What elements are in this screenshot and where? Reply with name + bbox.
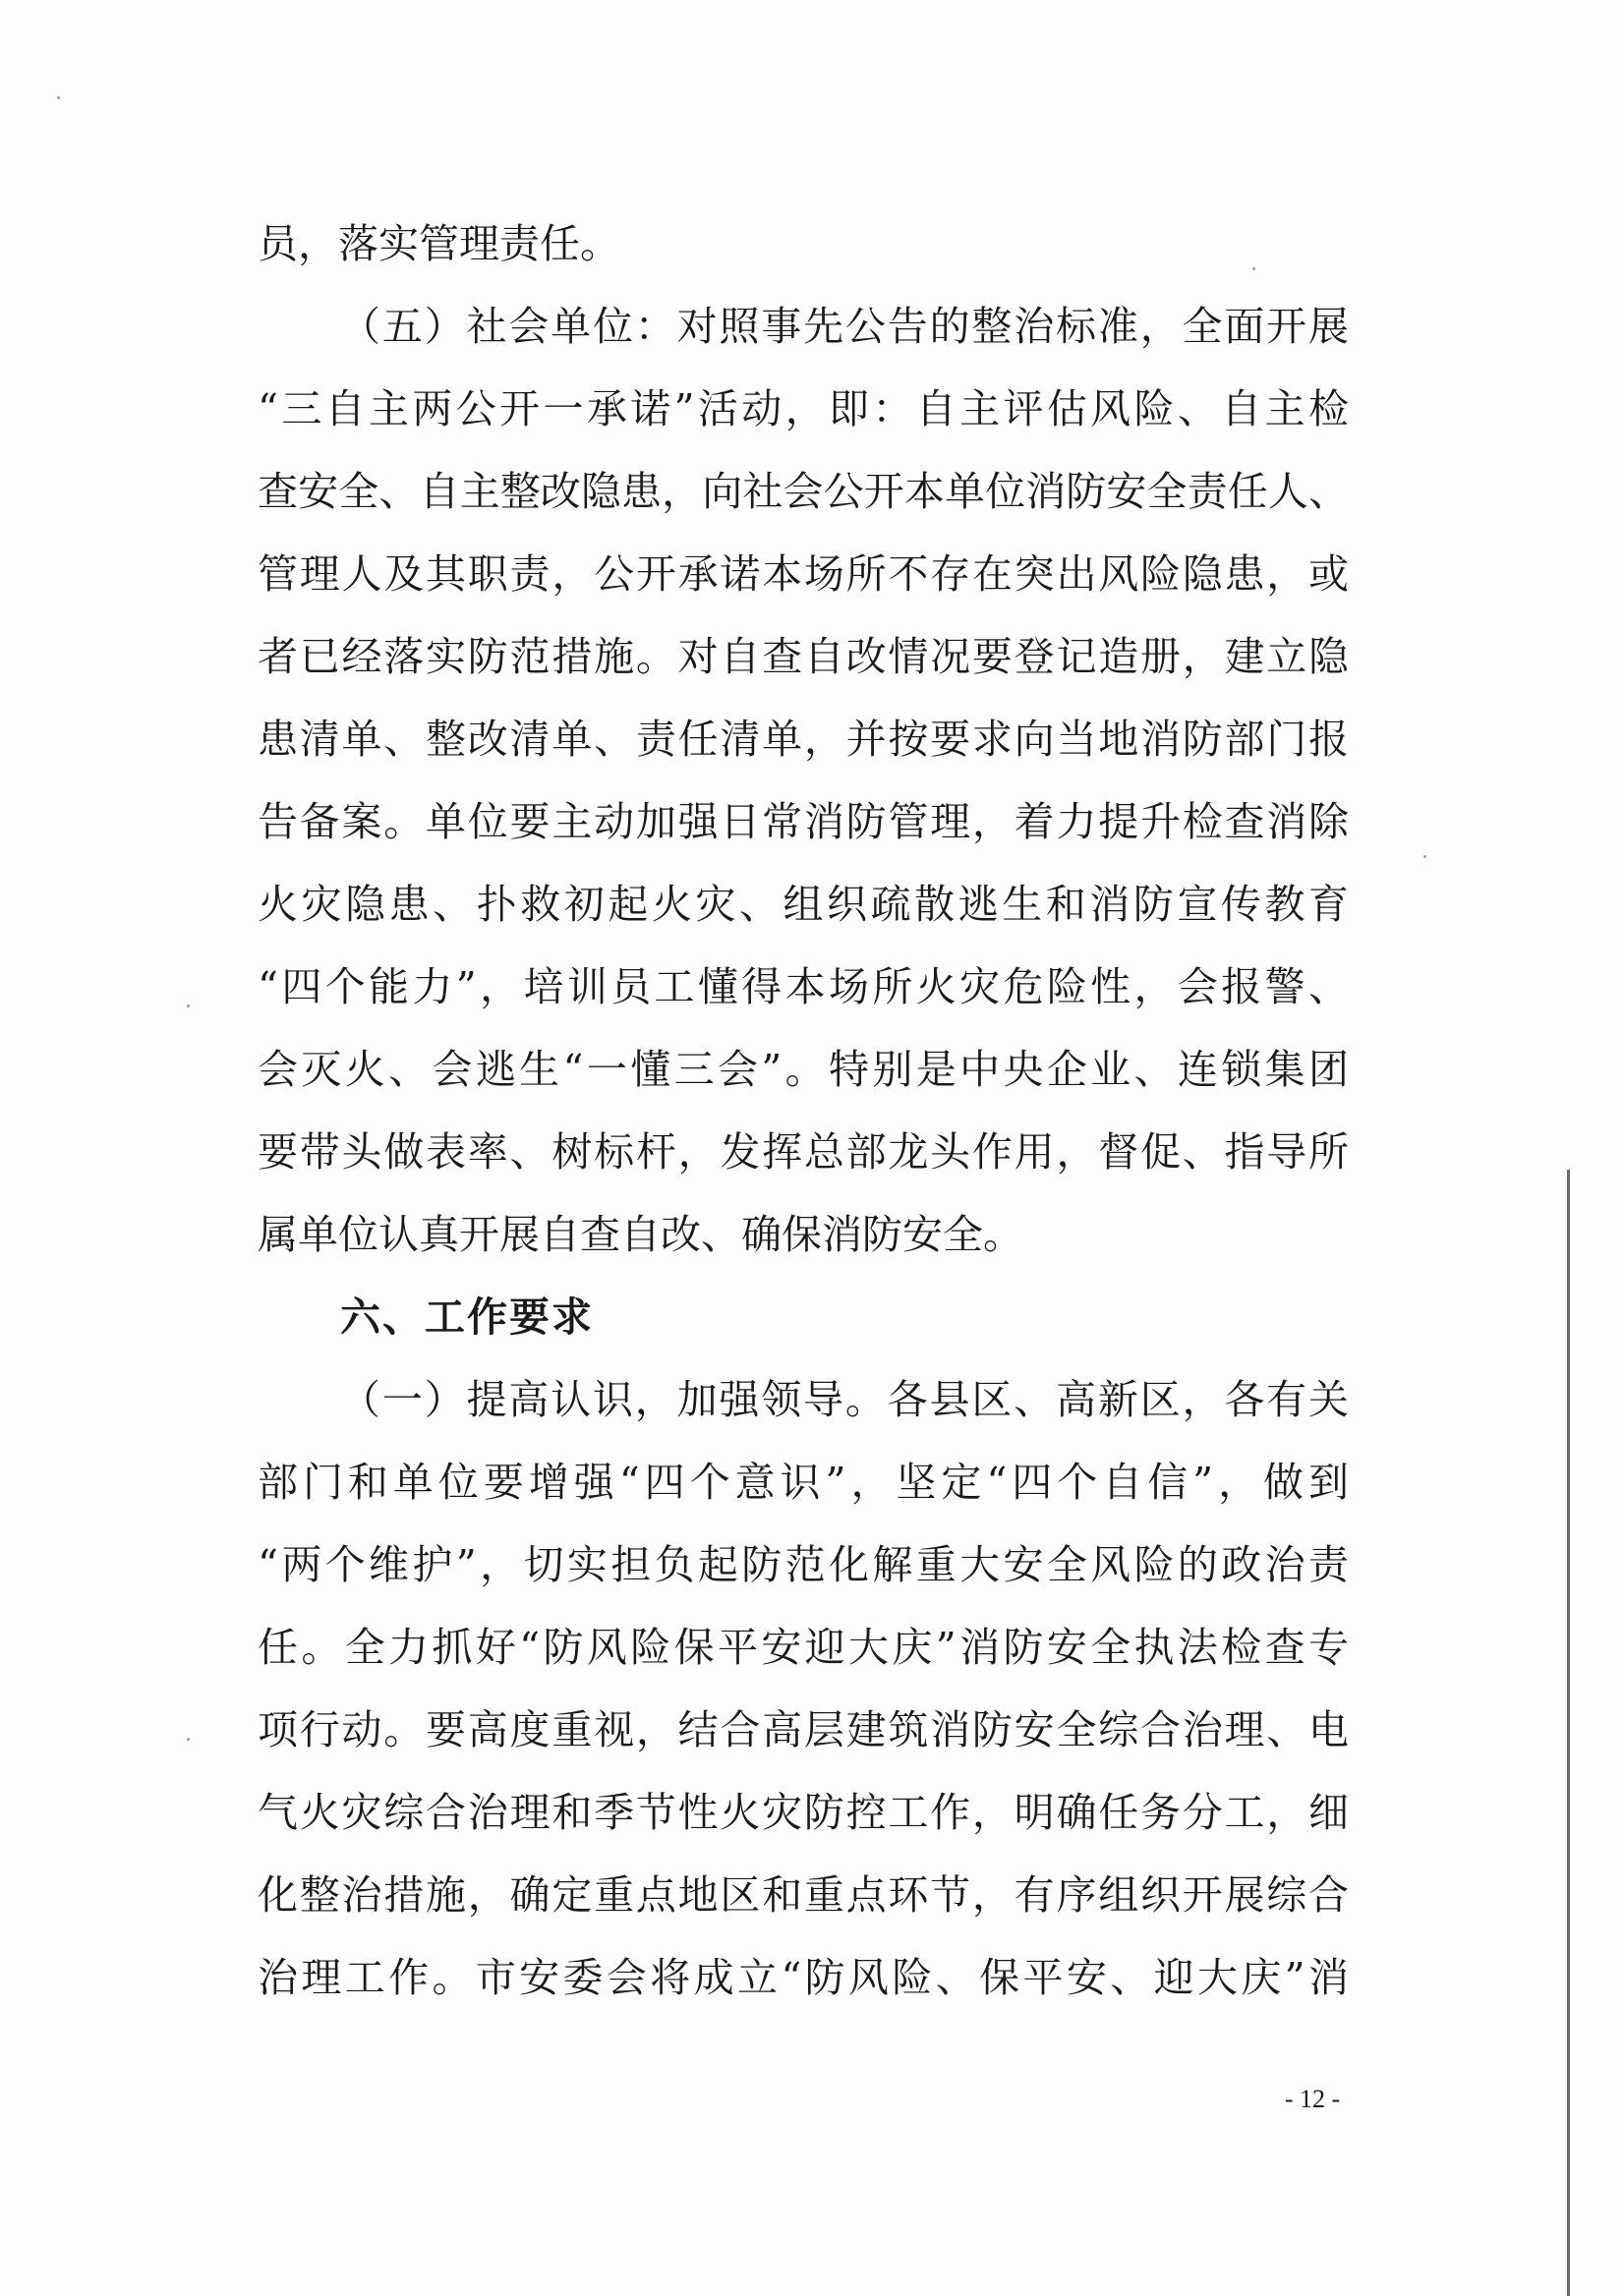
body-line: 患清单、整改清单、责任清单，并按要求向当地消防部门报 bbox=[258, 716, 1349, 763]
scan-speck bbox=[187, 1738, 190, 1741]
body-line: “两个维护”，切实担负起防范化解重大安全风险的政治责 bbox=[258, 1541, 1349, 1588]
section-heading: 六、工作要求 bbox=[340, 1293, 594, 1341]
body-line: 查安全、自主整改隐患，向社会公开本单位消防安全责任人、 bbox=[258, 468, 1349, 515]
body-line: 化整治措施，确定重点地区和重点环节，有序组织开展综合 bbox=[258, 1871, 1349, 1919]
body-line: 会灭火、会逃生“一懂三会”。特别是中央企业、连锁集团 bbox=[258, 1046, 1349, 1093]
body-line: “四个能力”，培训员工懂得本场所火灾危险性，会报警、 bbox=[258, 963, 1349, 1010]
body-line: “三自主两公开一承诺”活动，即：自主评估风险、自主检 bbox=[258, 385, 1349, 432]
body-line: 管理人及其职责，公开承诺本场所不存在突出风险隐患，或 bbox=[258, 550, 1349, 598]
body-line: 治理工作。市安委会将成立“防风险、保平安、迎大庆”消 bbox=[258, 1954, 1349, 2001]
scan-speck bbox=[187, 1004, 190, 1007]
body-line: 者已经落实防范措施。对自查自改情况要登记造册，建立隐 bbox=[258, 633, 1349, 680]
body-line: 告备案。单位要主动加强日常消防管理，着力提升检查消除 bbox=[258, 798, 1349, 845]
body-line: 气火灾综合治理和季节性火灾防控工作，明确任务分工，细 bbox=[258, 1789, 1349, 1836]
page-number: - 12 - bbox=[1284, 2085, 1341, 2113]
scan-edge-line bbox=[1567, 1170, 1570, 2296]
body-line: （一）提高认识，加强领导。各县区、高新区，各有关 bbox=[340, 1376, 1349, 1423]
body-line: 属单位认真开展自查自改、确保消防安全。 bbox=[258, 1211, 1023, 1258]
body-line: 要带头做表率、树标杆，发挥总部龙头作用，督促、指导所 bbox=[258, 1128, 1349, 1176]
scan-speck bbox=[57, 96, 60, 99]
body-line: 任。全力抓好“防风险保平安迎大庆”消防安全执法检查专 bbox=[258, 1624, 1349, 1671]
scan-speck bbox=[1252, 267, 1255, 270]
body-line: 项行动。要高度重视，结合高层建筑消防安全综合治理、电 bbox=[258, 1706, 1349, 1753]
body-line: 火灾隐患、扑救初起火灾、组织疏散逃生和消防宣传教育 bbox=[258, 881, 1349, 928]
scan-speck bbox=[1423, 855, 1426, 858]
body-line: 员，落实管理责任。 bbox=[258, 220, 620, 267]
body-line: 部门和单位要增强“四个意识”，坚定“四个自信”，做到 bbox=[258, 1459, 1349, 1506]
body-line: （五）社会单位：对照事先公告的整治标准，全面开展 bbox=[340, 303, 1349, 350]
